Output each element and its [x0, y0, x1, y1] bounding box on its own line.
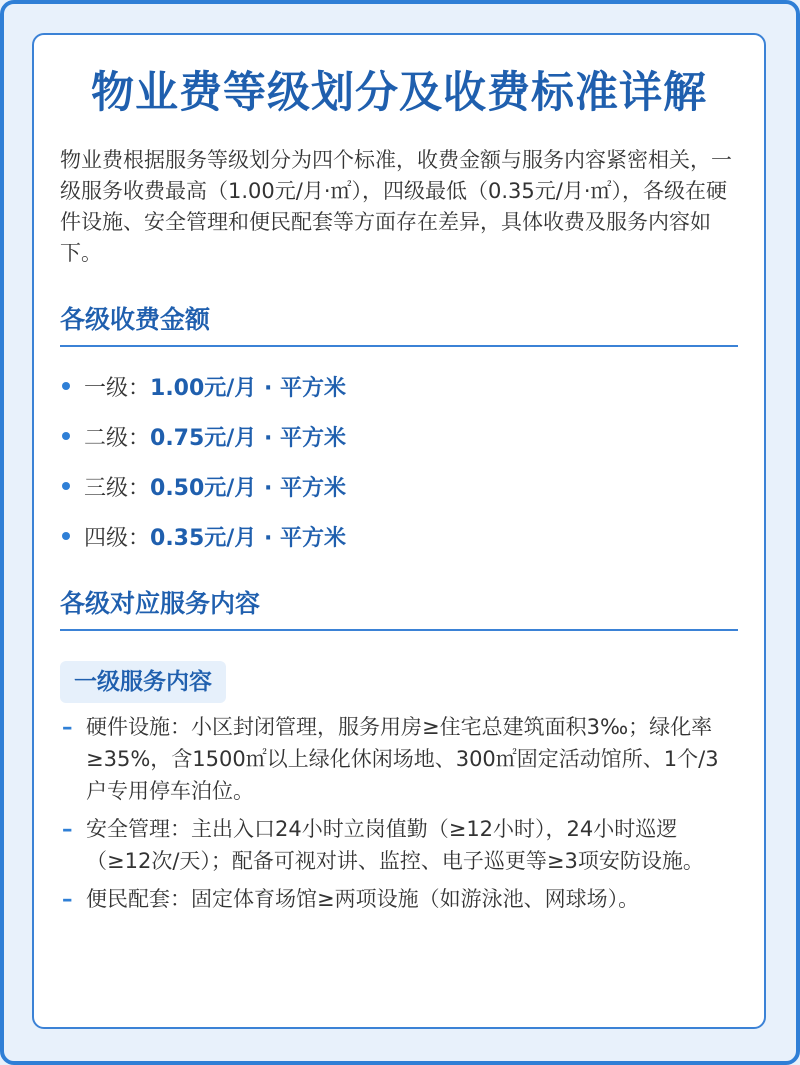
bullet-icon [62, 482, 70, 490]
bullet-icon [62, 532, 70, 540]
service-text: 硬件设施：小区封闭管理，服务用房≥住宅总建筑面积3‰；绿化率≥35%，含1500㎡以上绿化休闲场地、300㎡固定活动馆所、1个/3户专用停车泊位。 [86, 715, 719, 803]
dash-bullet-icon: – [62, 817, 73, 841]
fee-section-heading: 各级收费金额 [60, 303, 738, 347]
bullet-icon [62, 382, 70, 390]
dash-bullet-icon: – [62, 715, 73, 739]
service-section-heading: 各级对应服务内容 [60, 587, 738, 631]
fee-item-level-1 [60, 361, 738, 411]
fee-label: 四级： [84, 525, 151, 551]
fee-value: 0.75元/月 · 平方米 [150, 425, 347, 451]
fee-item-level-4 [60, 511, 738, 561]
bullet-icon [62, 432, 70, 440]
page-title: 物业费等级划分及收费标准详解 [91, 68, 707, 118]
fee-value: 0.35元/月 · 平方米 [150, 525, 347, 551]
fee-item-level-3 [60, 461, 738, 511]
fee-item-level-2 [60, 411, 738, 461]
service-text: 安全管理：主出入口24小时立岗值勤（≥12小时），24小时巡逻（≥12次/天）；配备可视对讲、监控、电子巡更等≥3项安防设施。 [86, 817, 704, 873]
fee-label: 二级： [84, 425, 151, 451]
service-item-amenities [60, 883, 738, 915]
intro-paragraph: 物业费根据服务等级划分为四个标准，收费金额与服务内容紧密相关，一级服务收费最高（1.00元/月·㎡），四级最低（0.35元/月·㎡），各级在硬件设施、安全管理和便民配套等方面存在差异，具体收费及服务内容如下。 [60, 148, 732, 265]
fee-label: 三级： [84, 475, 151, 501]
service-text: 便民配套：固定体育场馆≥两项设施（如游泳池、网球场）。 [86, 887, 640, 911]
service-list [60, 711, 738, 915]
fee-label: 一级： [84, 375, 151, 401]
service-item-security [60, 813, 738, 877]
level-1-service-tag: 一级服务内容 [60, 661, 226, 703]
fee-value: 0.50元/月 · 平方米 [150, 475, 347, 501]
fee-list [60, 361, 738, 561]
service-item-hardware [60, 711, 738, 807]
dash-bullet-icon: – [62, 887, 73, 911]
fee-value: 1.00元/月 · 平方米 [150, 375, 347, 401]
content-card [32, 33, 766, 1029]
